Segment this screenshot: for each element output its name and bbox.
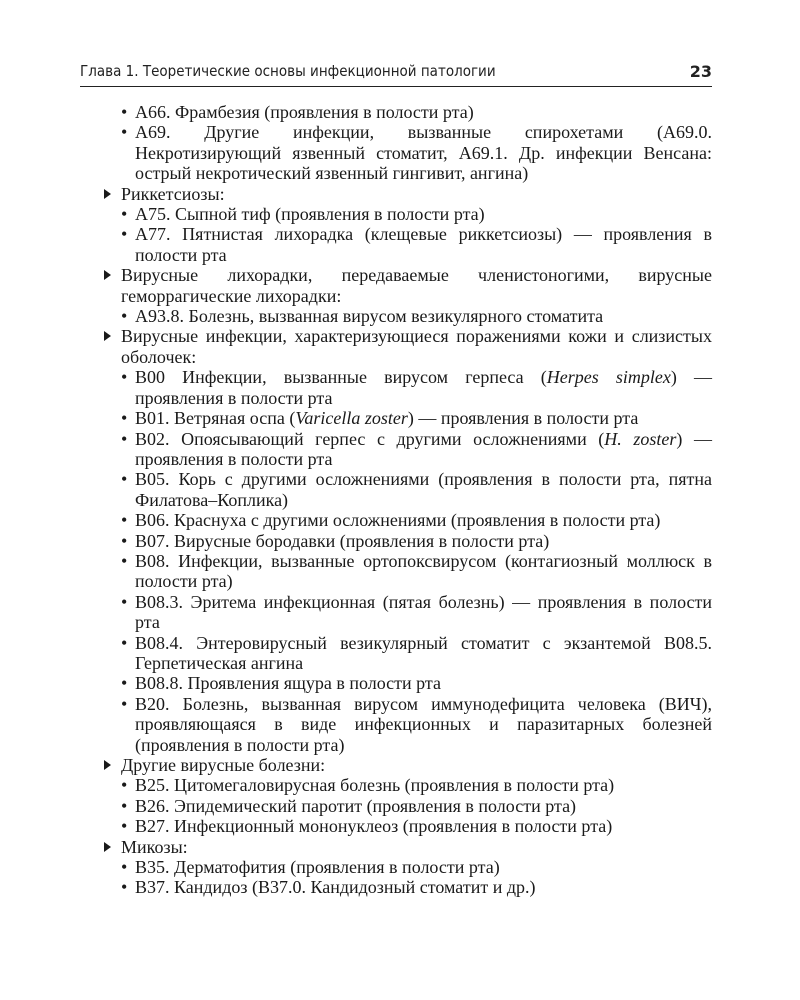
list-item-text: В35. Дерматофития (проявления в полости рта) <box>135 857 500 878</box>
bullet-icon: • <box>121 102 128 122</box>
triangle-bullet-icon <box>104 189 111 199</box>
bullet-icon: • <box>121 367 128 388</box>
bullet-icon: • <box>121 510 128 531</box>
list-item-text <box>135 429 712 469</box>
bullet-icon: • <box>121 795 128 816</box>
list-item <box>104 694 712 755</box>
list-item <box>104 857 712 877</box>
triangle-bullet-icon <box>104 331 111 341</box>
list-item <box>104 816 712 836</box>
list-item-text: В37. Кандидоз (В37.0. Кандидозный стоматит и др.) <box>135 877 536 898</box>
latin-name: Herpes simplex <box>546 367 671 388</box>
bullet-icon: • <box>121 122 128 143</box>
list-item <box>104 224 712 265</box>
bullet-icon: • <box>121 204 128 225</box>
list-item <box>104 796 712 816</box>
latin-name: H. zoster <box>604 428 677 449</box>
section-heading-text: Риккетсиозы: <box>121 183 225 204</box>
section-heading <box>104 265 712 306</box>
bullet-icon: • <box>121 775 128 796</box>
disease-list <box>104 102 712 898</box>
bullet-icon: • <box>121 530 128 551</box>
section-heading <box>104 837 712 857</box>
text-run: В00 Инфекции, вызванные вирусом герпеса ( <box>135 367 547 388</box>
list-item <box>104 633 712 674</box>
triangle-bullet-icon <box>104 842 111 852</box>
list-item <box>104 469 712 510</box>
bullet-icon: • <box>121 857 128 878</box>
list-item-text: В08.8. Проявления ящура в полости рта <box>135 673 441 694</box>
list-item-text: В20. Болезнь, вызванная вирусом иммунодефицита человека (ВИЧ), проявляющаяся в виде инфекционных и паразитарных болезней (проявления в полости рта) <box>135 693 712 755</box>
list-item <box>104 408 712 428</box>
bullet-icon: • <box>121 408 128 429</box>
list-item-text: В05. Корь с другими осложнениями (проявления в полости рта, пятна Филатова–Коплика) <box>135 469 712 510</box>
list-item-text: В26. Эпидемический паротит (проявления в полости рта) <box>135 795 577 816</box>
bullet-icon: • <box>121 428 128 449</box>
list-item-text: А69. Другие инфекции, вызванные спирохетами (А69.0. Некротизирующий язвенный стоматит, А69.1. Др. инфекции Венсана: острый некротический язвенный гингивит, ангина) <box>135 122 712 184</box>
bullet-icon: • <box>121 877 128 898</box>
list-item <box>104 429 712 470</box>
list-item-text: В25. Цитомегаловирусная болезнь (проявления в полости рта) <box>135 775 615 796</box>
section-heading-text: Вирусные лихорадки, передаваемые членистоногими, вирусные геморрагические лихорадки: <box>121 265 712 306</box>
list-item-text: А75. Сыпной тиф (проявления в полости рта) <box>135 204 485 225</box>
chapter-title: Глава 1. Теоретические основы инфекционной патологии <box>80 62 496 80</box>
bullet-icon: • <box>121 591 128 612</box>
page-number: 23 <box>689 62 712 81</box>
list-item-text: А66. Фрамбезия (проявления в полости рта) <box>135 102 474 122</box>
latin-name: Varicella zoster <box>295 408 408 429</box>
list-item-text <box>135 408 638 428</box>
list-item-text: В08.3. Эритема инфекционная (пятая болезнь) — проявления в полости рта <box>135 591 712 633</box>
list-item <box>104 102 712 122</box>
text-run: В02. Опоясывающий герпес с другими осложнениями ( <box>135 428 605 449</box>
list-item <box>104 306 712 326</box>
list-item-text: В06. Краснуха с другими осложнениями (проявления в полости рта) <box>135 510 661 531</box>
list-item <box>104 367 712 408</box>
section-heading <box>104 755 712 775</box>
list-item <box>104 551 712 592</box>
list-item-text: А77. Пятнистая лихорадка (клещевые риккетсиозы) — проявления в полости рта <box>135 224 712 265</box>
list-item-text <box>135 367 712 407</box>
text-run: В01. Ветряная оспа ( <box>135 408 296 429</box>
section-heading-text: Микозы: <box>121 836 188 857</box>
list-item <box>104 592 712 633</box>
bullet-icon: • <box>121 224 128 245</box>
list-item-text: А93.8. Болезнь, вызванная вирусом везикулярного стоматита <box>135 306 604 327</box>
list-item-text: В27. Инфекционный мононуклеоз (проявления в полости рта) <box>135 816 613 837</box>
triangle-bullet-icon <box>104 760 111 770</box>
list-item <box>104 877 712 897</box>
list-item-text: В07. Вирусные бородавки (проявления в полости рта) <box>135 530 550 551</box>
section-heading <box>104 326 712 367</box>
list-item <box>104 673 712 693</box>
running-header <box>80 62 712 87</box>
list-item <box>104 122 712 183</box>
text-run: ) — проявления в полости рта <box>407 408 639 429</box>
bullet-icon: • <box>121 673 128 694</box>
bullet-icon: • <box>121 306 128 327</box>
section-heading-text: Вирусные инфекции, характеризующиеся поражениями кожи и слизистых оболочек: <box>121 326 712 367</box>
text-run: ) — проявления в полости рта <box>135 367 712 408</box>
list-item-text: В08. Инфекции, вызванные ортопоксвирусом (контагиозный моллюск в полости рта) <box>135 550 712 592</box>
text-run: ) — проявления в полости рта <box>135 428 712 469</box>
section-heading-text: Другие вирусные болезни: <box>121 755 326 775</box>
bullet-icon: • <box>121 550 128 571</box>
bullet-icon: • <box>121 469 128 490</box>
bullet-icon: • <box>121 632 128 653</box>
bullet-icon: • <box>121 693 128 714</box>
list-item-text: В08.4. Энтеровирусный везикулярный стоматит с экзантемой В08.5. Герпетическая ангина <box>135 632 712 673</box>
triangle-bullet-icon <box>104 270 111 280</box>
bullet-icon: • <box>121 816 128 837</box>
section-heading <box>104 184 712 204</box>
list-item <box>104 204 712 224</box>
list-item <box>104 510 712 530</box>
list-item <box>104 775 712 795</box>
list-item <box>104 531 712 551</box>
